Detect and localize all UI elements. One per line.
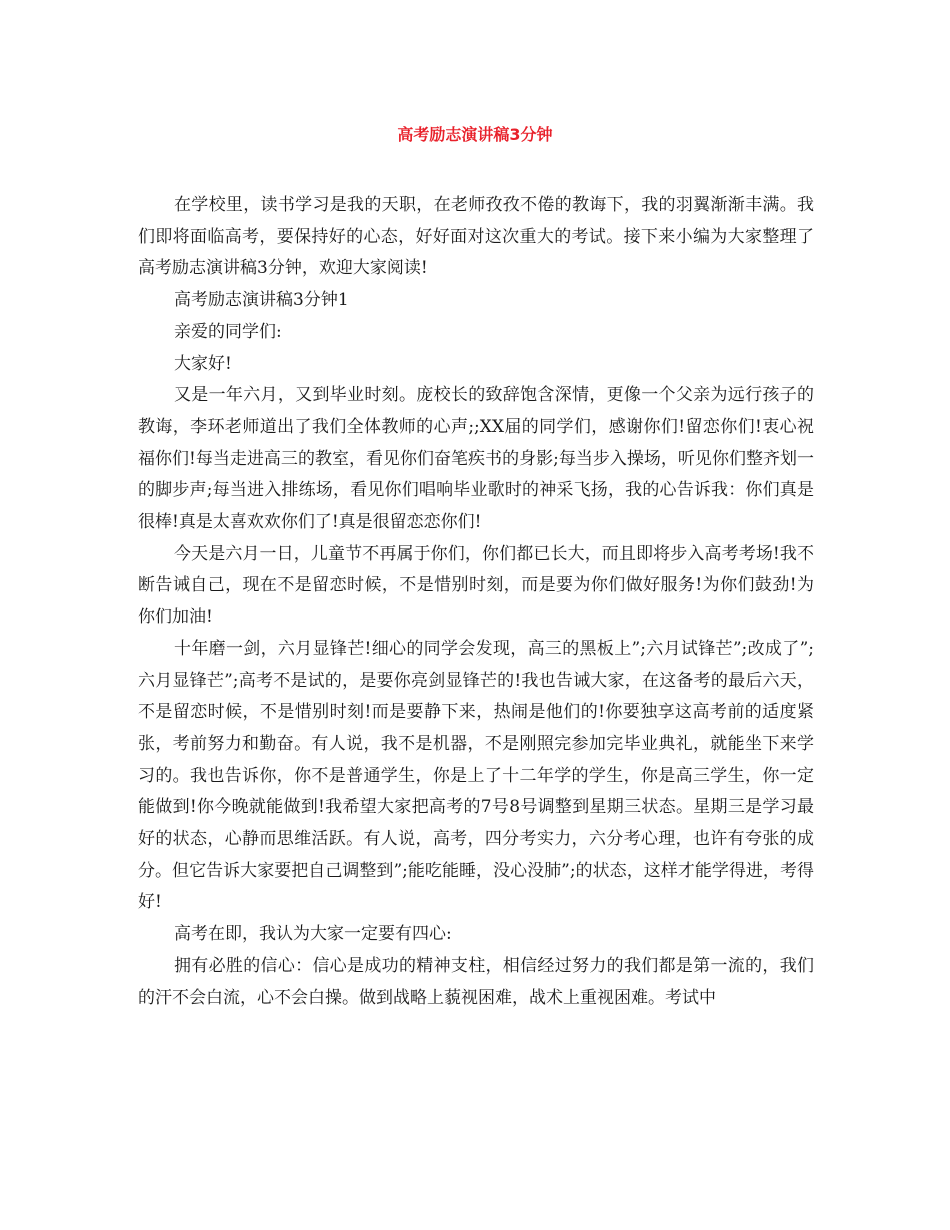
paragraph-four-hearts: 高考在即，我认为大家一定要有四心: (174, 924, 452, 945)
paragraph-heading-speech-1: 高考励志演讲稿3分钟1 (174, 290, 349, 311)
paragraph-greeting: 大家好! (174, 353, 232, 374)
paragraph-confidence: 拥有必胜的信心：信心是成功的精神支柱，相信经过努力的我们都是第一流的，我们的汗不会白流，心不会白操。做到战略上藐视困难，战术上重视困难。考试中 (138, 955, 814, 1008)
document-body (138, 190, 814, 1014)
paragraph-salutation: 亲爱的同学们: (174, 321, 282, 342)
document-title: 高考励志演讲稿3分钟 (397, 125, 553, 144)
paragraph-june-first: 今天是六月一日，儿童节不再属于你们，你们都已长大，而且即将步入高考考场!我不断告诫自己，现在不是留恋时候，不是惜别时刻，而是要为你们做好服务!为你们鼓劲!为你们加油! (138, 543, 814, 628)
paragraph-intro: 在学校里，读书学习是我的天职，在老师孜孜不倦的教诲下，我的羽翼渐渐丰满。我们即将面临高考，要保持好的心态，好好面对这次重大的考试。接下来小编为大家整理了高考励志演讲稿3分钟，欢迎大家阅读! (138, 195, 814, 279)
paragraph-ten-years: 十年磨一剑，六月显锋芒!细心的同学会发现，高三的黑板上”;六月试锋芒”;改成了”;六月显锋芒”;高考不是试的，是要你亮剑显锋芒的!我也告诫大家，在这备考的最后六天，不是留恋时候，不是惜别时刻!而是要静下来，热闹是他们的!你要独享这高考前的适度紧张，考前努力和勤奋。有人说，我不是机器，不是刚照完参加完毕业典礼，就能坐下来学习的。我也告诉你，你不是普通学生，你是上了十二年学的学生，你是高三学生，你一定能做到!你今晚就能做到!我希望大家把高考的7号8号调整到星期三状态。星期三是学习最好的状态，心静而思维活跃。有人说，高考，四分考实力，六分考心理，也许有夸张的成分。但它告诉大家要把自己调整到”;能吃能睡，没心没肺”;的状态，这样才能学得进，考得好! (138, 638, 814, 913)
paragraph-graduation: 又是一年六月，又到毕业时刻。庞校长的致辞饱含深情，更像一个父亲为远行孩子的教诲，李环老师道出了我们全体教师的心声;;XX届的同学们，感谢你们!留恋你们!衷心祝福你们!每当走进高三的教室，看见你们奋笔疾书的身影;每当步入操场，听见你们整齐划一的脚步声;每当进入排练场，看见你们唱响毕业歌时的神采飞扬，我的心告诉我：你们真是很棒!真是太喜欢欢你们了!真是很留恋恋你们! (138, 385, 814, 533)
